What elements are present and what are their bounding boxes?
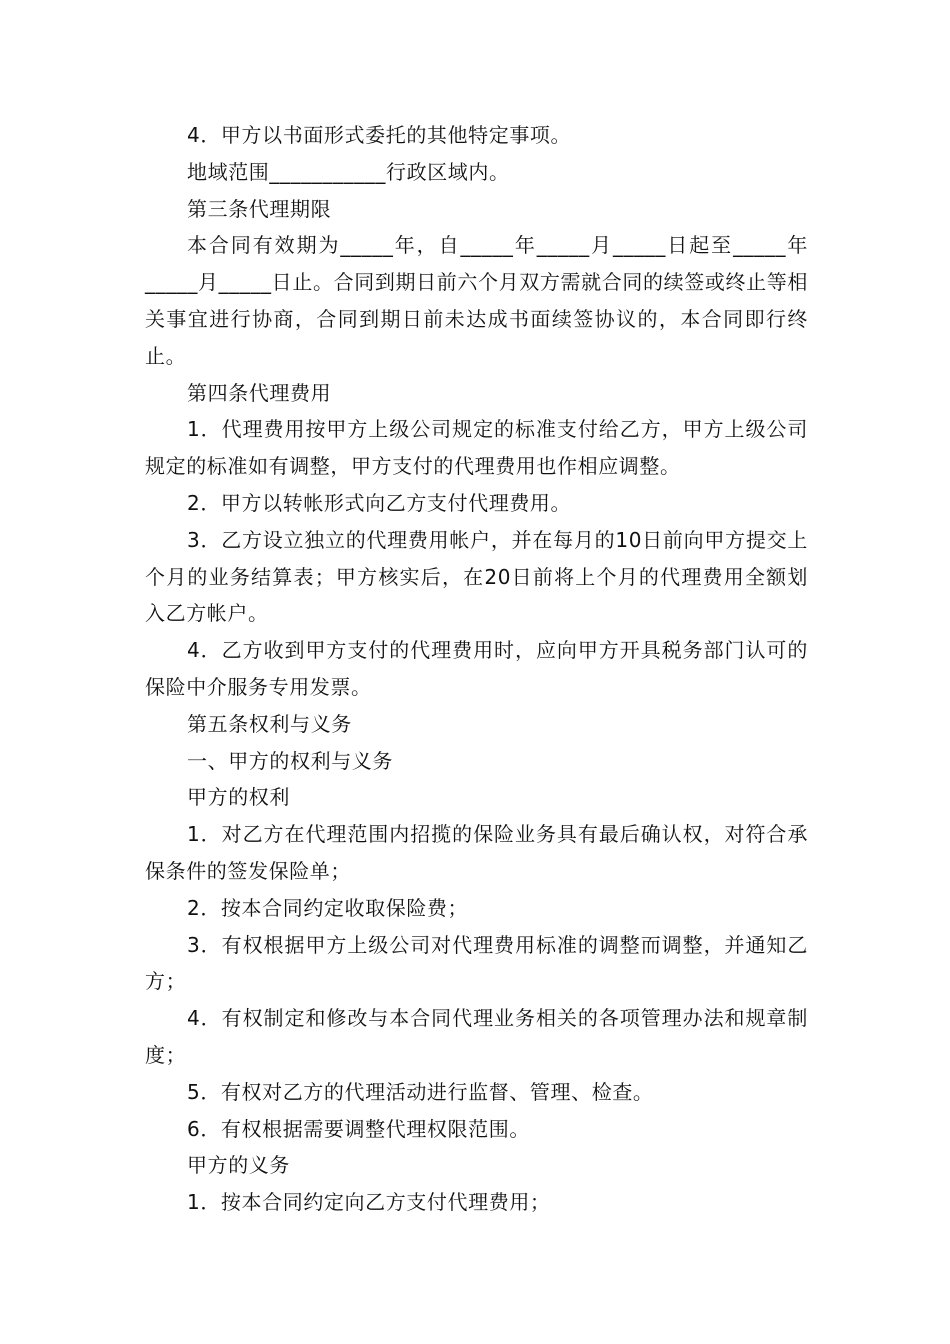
- article-5-heading: 第五条权利与义务: [187, 711, 352, 736]
- right-item-6: 6．有权根据需要调整代理权限范围。: [187, 1116, 530, 1141]
- fee-item-2: 2．甲方以转帐形式向乙方支付代理费用。: [187, 490, 572, 515]
- fee-item-3: 3．乙方设立独立的代理费用帐户，并在每月的10日前向甲方提交上个月的业务结算表；甲方核实后，在20日前将上个月的代理费用全额划入乙方帐户。: [145, 527, 808, 626]
- party-a-duties-heading: 甲方的义务: [187, 1153, 290, 1178]
- right-item-3: 3．有权根据甲方上级公司对代理费用标准的调整而调整，并通知乙方；: [145, 932, 808, 994]
- term-paragraph: 本合同有效期为_____年，自_____年_____月_____日起至_____年_____月_____日止。合同到期日前六个月双方需就合同的续签或终止等相关事宜进行协商，合同到期日前未达成书面续签协议的，本合同即行终止。: [145, 233, 808, 368]
- party-a-section-heading: 一、甲方的权利与义务: [187, 748, 393, 773]
- document-body: [145, 117, 808, 1221]
- article-3-heading: 第三条代理期限: [187, 196, 332, 221]
- fee-item-4: 4．乙方收到甲方支付的代理费用时，应向甲方开具税务部门认可的保险中介服务专用发票。: [145, 638, 808, 699]
- duty-item-1: 1．按本合同约定向乙方支付代理费用；: [187, 1190, 551, 1215]
- article-4-heading: 第四条代理费用: [187, 380, 332, 405]
- right-item-5: 5．有权对乙方的代理活动进行监督、管理、检查。: [187, 1079, 654, 1104]
- party-a-rights-heading: 甲方的权利: [187, 785, 290, 810]
- fee-item-1: 1．代理费用按甲方上级公司规定的标准支付给乙方，甲方上级公司规定的标准如有调整，甲方支付的代理费用也作相应调整。: [145, 417, 808, 479]
- clause-item-a4-other-matters: 4．甲方以书面形式委托的其他特定事项。: [187, 123, 572, 147]
- territory-line: 地域范围___________行政区域内。: [187, 159, 510, 184]
- right-item-4: 4．有权制定和修改与本合同代理业务相关的各项管理办法和规章制度；: [145, 1006, 808, 1067]
- right-item-2: 2．按本合同约定收取保险费；: [187, 895, 469, 920]
- right-item-1: 1．对乙方在代理范围内招揽的保险业务具有最后确认权，对符合承保条件的签发保险单；: [145, 822, 808, 883]
